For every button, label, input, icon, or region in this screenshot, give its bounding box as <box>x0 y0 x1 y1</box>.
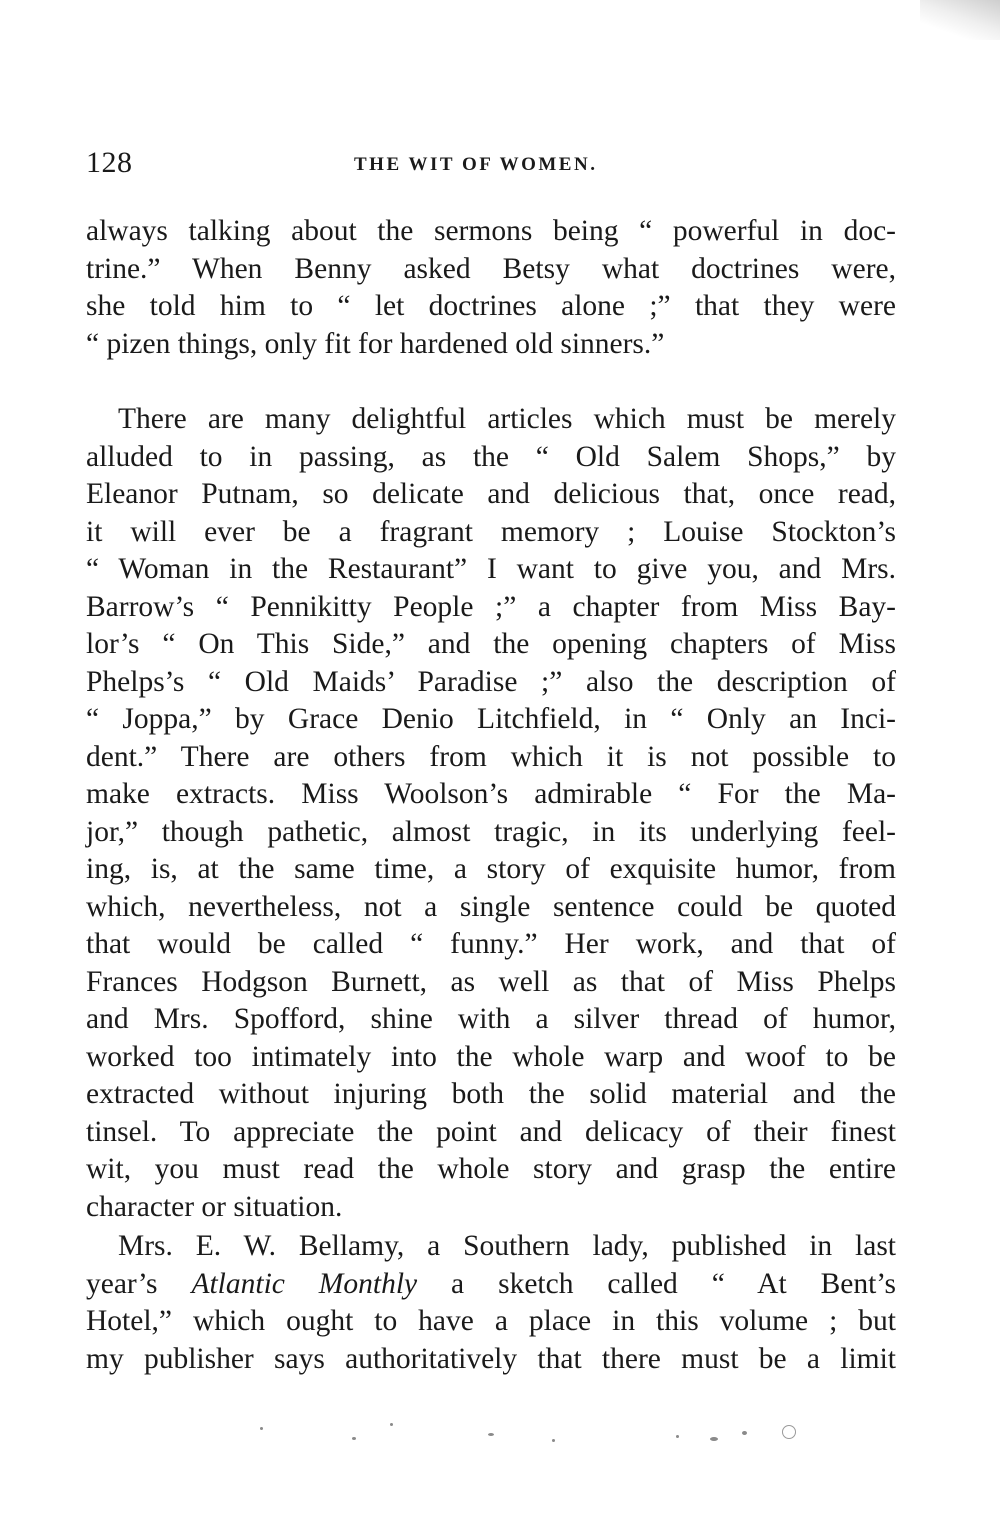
text-line: and Mrs. Spofford, shine with a silver thread of humor, <box>86 1003 896 1035</box>
text-line: worked too intimately into the whole warp and woof to be <box>86 1040 896 1073</box>
text-line: always talking about the sermons being “ powerful in doc- <box>86 215 896 247</box>
text-line: tinsel. To appreciate the point and delicacy of their finest <box>86 1115 896 1148</box>
text-line: Hotel,” which ought to have a place in this volume ; but <box>86 1305 896 1337</box>
speck <box>390 1423 393 1426</box>
text-line: trine.” When Benny asked Betsy what doctrines were, <box>86 252 896 285</box>
scan-artifact <box>920 0 1000 40</box>
text-line: it will ever be a fragrant memory ; Louise Stockton’s <box>86 515 896 548</box>
running-head <box>86 146 896 186</box>
text-line: which, nevertheless, not a single sentence could be quoted <box>86 890 896 923</box>
page-number: 128 <box>86 146 133 179</box>
text-line: ing, is, at the same time, a story of exquisite humor, from <box>86 853 896 885</box>
text-line: extracted without injuring both the solid material and the <box>86 1078 896 1110</box>
text-line: Mrs. E. W. Bellamy, a Southern lady, published in last <box>118 1230 896 1262</box>
text-fragment: a sketch called “ At Bent’s <box>417 1267 896 1300</box>
speck <box>710 1437 718 1441</box>
paragraph-articles <box>86 401 896 1226</box>
text-line: “ pizen things, only fit for hardened old sinners.” <box>86 327 665 360</box>
speck <box>352 1437 356 1440</box>
text-line: wit, you must read the whole story and grasp the entire <box>86 1153 896 1185</box>
speck <box>488 1433 494 1436</box>
text-line: Frances Hodgson Burnett, as well as that of Miss Phelps <box>86 965 896 998</box>
scan-specks <box>230 1415 830 1455</box>
speck <box>260 1427 263 1430</box>
running-title: THE WIT OF WOMEN. <box>354 154 598 175</box>
text-line: alluded to in passing, as the “ Old Salem Shops,” by <box>86 440 896 473</box>
text-line: Barrow’s “ Pennikitty People ;” a chapter from Miss Bay- <box>86 590 896 623</box>
text-line: “ Woman in the Restaurant” I want to give you, and Mrs. <box>86 553 896 585</box>
text-line: Phelps’s “ Old Maids’ Paradise ;” also the description of <box>86 665 896 698</box>
text-line <box>86 1266 896 1304</box>
text-line: she told him to “ let doctrines alone ;” that they were <box>86 290 896 322</box>
speck <box>552 1439 555 1442</box>
text-line: jor,” though pathetic, almost tragic, in its underlying feel- <box>86 815 896 848</box>
paragraph-continued <box>86 213 896 363</box>
speck <box>676 1435 679 1438</box>
paragraph-bellamy <box>86 1228 896 1378</box>
text-line: lor’s “ On This Side,” and the opening chapters of Miss <box>86 628 896 660</box>
text-line: my publisher says authoritatively that there must be a limit <box>86 1342 896 1375</box>
text-line: make extracts. Miss Woolson’s admirable “ For the Ma- <box>86 778 896 810</box>
text-line: that would be called “ funny.” Her work, and that of <box>86 928 896 960</box>
italic-title: Atlantic Monthly <box>191 1267 418 1300</box>
text-line: There are many delightful articles which must be merely <box>118 403 896 435</box>
text-line: character or situation. <box>86 1190 343 1223</box>
text-fragment: year’s <box>86 1267 192 1300</box>
text-line: dent.” There are others from which it is not possible to <box>86 740 896 773</box>
speck <box>742 1431 747 1435</box>
text-line: Eleanor Putnam, so delicate and delicious that, once read, <box>86 478 896 510</box>
speck <box>782 1425 796 1439</box>
text-line: “ Joppa,” by Grace Denio Litchfield, in “ Only an Inci- <box>86 703 896 735</box>
